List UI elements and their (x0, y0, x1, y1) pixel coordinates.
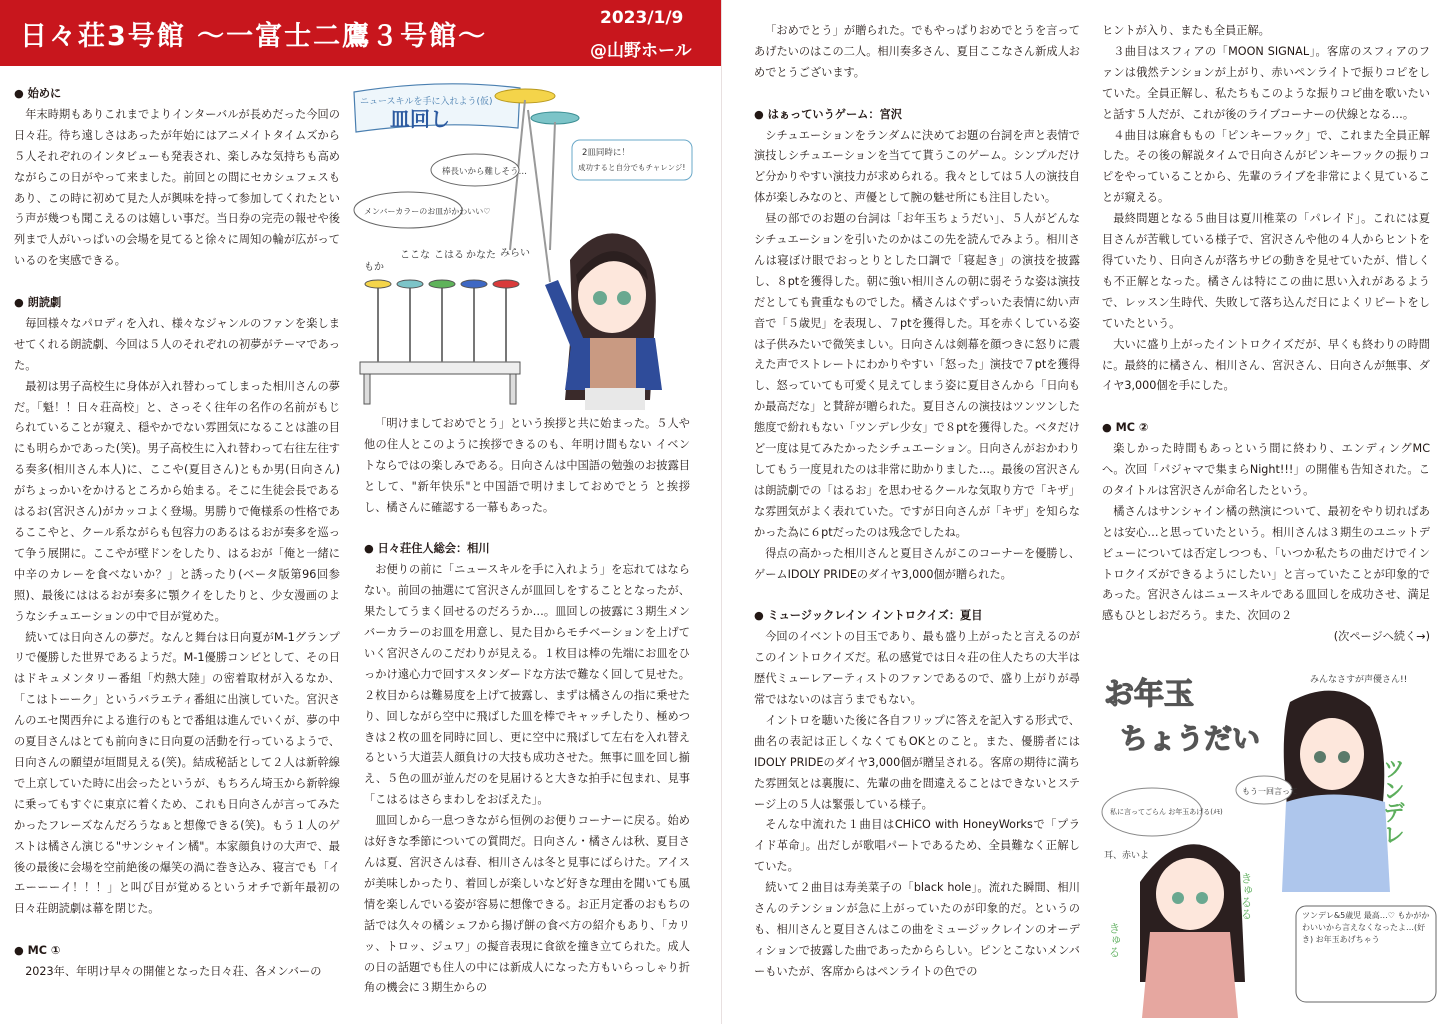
paragraph: 「明けましておめでとう」という挨拶と共に始まった。５人や他の住人とこのように挨拶できるのも、年明け間もない イベントならではの楽しみである。日向さんは中国語の勉強のお披露目として、"新年快乐"と中国語で明けましておめでとう と挨拶し、橘さんに確認する一幕もあった。 (364, 417, 690, 514)
paragraph: イントロを聴いた後に各自フリップに答えを記入する形式で、曲名の表記は正しくなくてもOKとのこと。また、優勝者にはIDOLY PRIDEのダイヤ3,000個が贈呈される。客席の期待に満ちた雰囲気とは裏腹に、先輩の曲を間違えることはできないとステージ上の５人は緊張している様子。 (754, 713, 1080, 811)
plate-teal (397, 280, 423, 288)
kyuru-text: きゅる (1107, 922, 1121, 958)
event-venue: @山野ホール (590, 41, 692, 61)
paragraph: 大いに盛り上がったイントロクイズだが、早くも終わりの時間に。最終的に橘さん、相川さん、宮沢さん、日向さんが無事、ダイヤ3,000個を手にした。 (1102, 337, 1430, 393)
name-label-mirai: みらい (500, 248, 530, 259)
section-heading-intro: ● 始めに (14, 87, 62, 100)
name-label-kokona: ここな (400, 250, 430, 261)
paragraph: 皿回しから一息つきながら恒例のお便りコーナーに戻る。始めは好きな季節についての質問だ。日向さん・橘さんは秋、夏目さんは夏、宮沢さんは春、相川さんは冬と見事にばらけた。アイスが美味しかったり、着回しが楽しいなど好きな理由を聞いても風情を楽しんでいる姿が容易に想像できる。お正月定番のおもちの話では久々の橘シェフから揚げ餅の食べ方の紹介もあり、「カリッ、トロッ、ジュワ」の擬音表現に食欲を撞き立てられた。成人の日の話題でも住人の中には新成人になった方もいらっしゃり折角の機会に３期生からの (364, 814, 690, 995)
paragraph: 楽しかった時間もあっという間に終わり、エンディングMCへ。次回「パジャマで集まらNight!!!」の開催も告知された。このタイトルは宮沢さんが命名したという。 (1102, 442, 1430, 497)
comment-box (1296, 906, 1436, 1002)
paragraph: 最初は男子高校生に身体が入れ替わってしまった相川さんの夢だ。「魁！！日々荘高校」と、さっそく往年の名作の名前がもじられていることが窺え、穏やかでない雰囲気になることは誰の目にも明らかであった(笑)。男子高校生に入れ替わって右往左往する奏多(相川さん本人)に、ここや(夏目さん)ともか男(日向さん)がちょっかいをかけるところから始まる。そこに生徒会長であるはるお(宮沢さん)がカッコよく登場。男勝りで俺様系の性格であるここやと、クール系ながらも包容力のあるはるおが奏多を巡って争う展開に。ここやが壁ドンをしたり、はるおが「俺と一緒に中辛のカレーを食べないか？」と誘ったり(ベータ版第96回参照)、最後にははるおが奏多に顎クイをしたりと、少女漫画のようなシチュエーションの中で目が覚めた。 (14, 379, 340, 623)
bubble-text: 私に言ってごらん お年玉あげる(ﾒﾓ) (1110, 808, 1223, 816)
section-heading-reading-drama: ● 朗読劇 (14, 296, 62, 310)
paragraph: 昼の部でのお題の台詞は「お年玉ちょうだい」、５人がどんなシチュエーションを引いたのかはこの先を読んでみよう。相川さんは寝ぼけ眼でおっとりとした口調で「寝起き」の演技を披露し、８ptを獲得した。朝に強い相川さんの朝に弱そうな姿は演技だとしても貴重なものでした。橘さんはぐずっいた表情に幼い声音で「５歳児」を表現し、７ptを獲得した。耳を赤くしている姿は子供みたいで微笑ましい。日向さんは剣幕を顔つきに怒りに震えた声でストレートにわかりやすい「怒った」演技で７ptを獲得し、怒っていても可愛く見えてしまう姿に夏目さんから「日向もか最高だな」と賛辞が贈られた。夏目さんの演技はツンツンした態度で紛れもない「ツンデレ少女」で８ptを獲得した。ベタだけど一度は見てみたかったシチュエーション。日向さんがおかわりしてもう一度見れたのは非常に助かりました…。最後の宮沢さんは朗読劇での「はるお」を思わせるクールな気取り方で「キザ」な雰囲気がよく表れていた。ですが日向さんが「キザ」を知らなかった為に６ptだったのは残念でしたね。 (754, 212, 1080, 539)
paragraph: 「おめでとう」が贈られた。でもやっぱりおめでとうを言ってあげたいのはこの二人。相川奏多さん、夏目ここなさん新成人おめでとうございます。 (754, 24, 1080, 79)
twin-tail-girl (1140, 844, 1245, 1018)
banner-title-text: 皿回し (390, 107, 450, 131)
otoshidama-illustration (1100, 662, 1440, 1018)
section-heading-haa-game: ● はぁっていうゲーム：宮沢 (754, 107, 902, 121)
left-column-2 (364, 414, 690, 1014)
paragraph: 最終問題となる５曲目は夏川椎菜の「パレイド」。これには夏目さんが苦戦している様子で、宮沢さんや他の４人からヒントを得ていたり、日向さんが落ちサビの動きを見せていたが、惜しくも不正解となった。橘さんは特にこの曲に思い入れがあるようで、レッスン生時代、失敗して落ち込んだ日によくリピートをしていたという。 (1102, 212, 1430, 330)
banner-small-text: ニュースキルを手に入れよう(仮) (360, 97, 493, 107)
note-text: 成功すると自分でもチャレンジ! (578, 163, 686, 172)
continued-note: (次ページへ続く→) (1333, 630, 1430, 644)
note-text: 棒長いから難しそう… (442, 167, 528, 177)
paragraph: ３曲目はスフィアの「MOON SIGNAL」。客席のスフィアのファンは俄然テンションが上がり、赤いペンライトで振りコピをしていた。全員正解し、私たちもこのような振りコピ曲を歌いたいと話す５人だが、これが後のライブコーナーの伏線となる…。 (1102, 44, 1430, 121)
name-label-moka: もか (364, 262, 384, 273)
paragraph: 続いては日向さんの夢だ。なんと舞台は日向夏がM-1グランプリで優勝した世界であるようだ。M-1優勝コンビとして、その日はドキュメンタリー番組「灼熱大陸」の密着取材が入るなか、「こはトーーク」というバラエティ番組に出演していた。宮沢さんのエセ関西弁による進行のもとで番組は進んでいくが、夢の中の夏目さんはとても前向きに日向夏の活動を行っているようで、日向さんの願望が垣間見える(笑)。結成秘話として２人は新幹線で上京していた時に出会ったというが、もちろん埼玉から新幹線に乗ってもすぐに東京に着くため、これも日向さんが言ってみたかったフレーズなんだろうなぁと想像できる(笑)。もう１人のゲストは橘さん演じる"サンシャイン橘"。本家顔負けの大声で、最後の最後に会場を空前絶後の爆笑の渦に巻き込み、寝言でも「イエーーーイ！！！」と叫び目が覚めるというオチで新年最初の日々荘朗読劇は幕を閉じた。 (14, 630, 340, 916)
event-date: 2023/1/9 (600, 8, 684, 28)
plate-spinning-illustration (350, 70, 720, 410)
tsundere-girl (1282, 691, 1390, 892)
plate-yellow (365, 280, 391, 288)
note-two-plates (572, 140, 692, 180)
banner-ribbon (354, 84, 520, 132)
name-label-koharu: こはる (434, 250, 464, 261)
paragraph: 得点の高かった相川さんと夏目さんがこのコーナーを優勝し、ゲームIDOLY PRIDEのダイヤ3,000個が贈られた。 (754, 546, 1080, 581)
section-heading-mc1: ● MC ① (14, 944, 61, 958)
plate-blue (461, 280, 487, 288)
section-heading-mc2: ● MC ② (1102, 421, 1149, 435)
kyururu-text: きゅるる (1239, 872, 1253, 920)
paragraph: 今回のイベントの目玉であり、最も盛り上がったと言えるのがこのイントロクイズだ。私の感覚では日々荘の住人たちの大半は歴代ミューレアーティストのファンであるので、盛り上がりが尋常ではないのは言うまでもない。 (754, 630, 1080, 706)
paragraph: そんな中流れた１曲目はCHiCO with HoneyWorksで「プライド革命」。出だしが歌唱パートであるため、全員難なく正解していた。 (754, 818, 1080, 874)
note-text: メンバーカラーのお皿がかわいい♡ (364, 207, 491, 216)
paragraph: 橘さんはサンシャイン橘の熱演について、最初をやり切ればあとは安心…と思っていたという。相川さんは３期生のユニットデビューについては否定しつつも、「いつか私たちの曲だけでイントロクイズができるようにしたい」と言っていたことが印象的であった。宮沢さんはニュースキルである皿回しを成功させ、満足感もひとしおだろう。また、次回の２ (1102, 504, 1430, 623)
section-heading-residents-meeting: ● 日々荘住人総会：相川 (364, 542, 490, 556)
paragraph: ヒントが入り、またも全員正解。 (1102, 24, 1270, 37)
name-label-kanata: かなた (466, 250, 496, 261)
note-text: もう一回言って (1242, 787, 1298, 796)
page-title: 日々荘3号館 〜一富士二鷹３号館〜 (20, 21, 488, 52)
paragraph: ４曲目は麻倉ももの「ピンキーフック」で、これまた全員正解した。その後の解説タイムで日向さんがピンキーフックの振りコピをやっていることから、先輩のライブを非常によく見ていることが窺える。 (1102, 128, 1430, 205)
paragraph: シチュエーションをランダムに決めてお題の台詞を声と表情で演技しシチュエーションを当てて貰うこのゲーム。シンプルだけど分かりやすい演技力が求められる。我々としては５人の演技自体が楽しみなのと、声優として腕の魅せ所にも注目したい。 (754, 128, 1080, 205)
tsundere-label: ツンデレ (1379, 757, 1405, 845)
plate-red (493, 280, 519, 288)
header-banner (0, 0, 721, 66)
note-top: みんなさすが声優さん!! (1310, 675, 1408, 685)
paragraph: 毎回様々なパロディを入れ、様々なジャンルのファンを楽しませてくれる朗読劇、今回は５人のそれぞれの初夢がテーマであった。 (14, 316, 340, 372)
comment-box-text: ツンデレ&5歳児 最高…♡ もかがかわいいから言えなくなったよ…(好き) お年玉あげちゃう (1302, 911, 1430, 944)
note-text: 2皿同時に！ (582, 148, 630, 158)
right-column-2 (1102, 21, 1430, 661)
paragraph: 年末時期もありこれまでよりインターバルが長めだった今回の日々荘。待ち遠しさはあったが年始にはアニメイトタイムズから５人それぞれのインタビューも発表され、楽しみな気持ちも高めながらこの日がやって来ました。前回との間にセカシュフェスもあり、この時に初めて見た人が興味を持って参加してくれたという声が幾つも聞こえるのは嬉しい事だ。当日券の完売の報せや後列まで人がいっぱいの会場を見てると徐々に周知の輪が広がっているのを実感できる。 (14, 107, 340, 268)
paragraph: お便りの前に「ニュースキルを手に入れよう」を忘れてはならない。前回の抽選にて宮沢さんが皿回しをすることとなったが、果たしてうまく回せるのだろうか…。皿回しの披露に３期生メンバーカラーのお皿を用意し、見た目からモチベーションを上げていく宮沢さんのこだわりが見える。１枚目は棒の先端にお皿をひっかけ遠心力で回すスタンダードな方法で難なく回して見せた。２枚目からは難易度を上げて披露し、まずは橘さんの指に乗せたり、回しながら空中に飛ばした皿を棒でキャッチしたり、極めつきは２枚の皿を同時に回し、更に空中に飛ばして左右を入れ替えるという大道芸人顔負けの大技も成功させた。無事に皿を回し揃え、５色の皿が並んだのを見届けると大きな拍手に包まれ、見事「こはるはさらまわしをおぼえた」。 (364, 563, 690, 807)
title-line-1: お年玉 (1104, 677, 1194, 712)
ear-note: 耳、赤いよ (1104, 851, 1150, 861)
paragraph: 続いて２曲目は寿美菜子の「black hole」。流れた瞬間、相川さんのテンションが急に上がっていたのが印象的だ。というのも、相川さんと夏目さんはこの曲をミュージックレインのオーディションで披露した曲であったかららしい。ピンとこないメンバーもいたが、客席からはペンライトの色での (754, 881, 1080, 978)
plate-green (429, 280, 455, 288)
title-line-2: ちょうだい (1120, 722, 1261, 755)
right-column-1 (754, 21, 1080, 1011)
section-heading-intro-quiz: ● ミュージックレイン イントロクイズ：夏目 (754, 609, 983, 623)
left-column-1 (14, 84, 340, 1014)
paragraph: 2023年、年明け早々の開催となった日々荘、各メンバーの (25, 965, 322, 979)
